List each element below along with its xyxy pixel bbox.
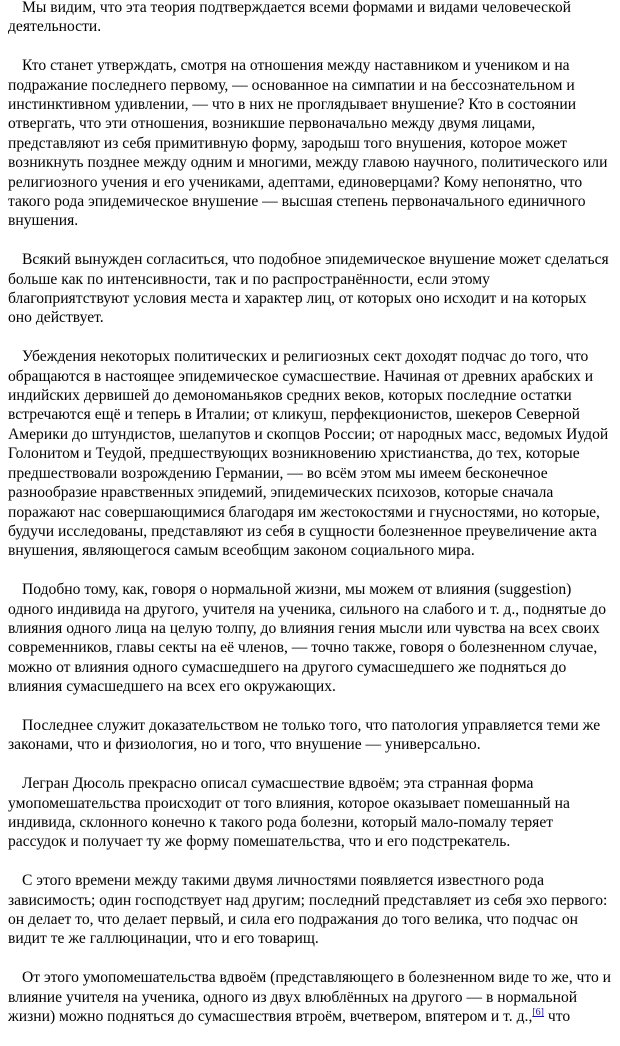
paragraph-3: Всякий вынужден согласиться, что подобное эпидемическое внушение может сделаться больше как по интенсивности, так и по распространённости, если этому благоприятствуют условия места и характер лиц, от которых оно исходит и на которых оно действует. <box>8 251 609 327</box>
paragraph-7: Легран Дюсоль прекрасно описал сумасшествие вдвоём; эта странная форма умопомешательства происходит от того влияния, которое оказывает помешанный на индивида, склонного конечно к такого рода болезни, который мало-помалу теряет рассудок и получает ту же форму помешательства, что и его подстрекатель. <box>8 775 570 851</box>
paragraph-8: С этого времени между такими двумя личностями появляется известного рода зависимость; один господствует над другим; последний представляет из себя эхо первого: он делает то, что делает первый, и сила его подражания до того велика, что подчас он видит те же галлюцинации, что и его товарищ. <box>8 872 608 948</box>
paragraph-9-text: От этого умопомешательства вдвоём (представляющего в болезненном виде то же, что и влияние учителя на ученика, одного из двух влюблённых на другого — в нормальной жизни) можно подняться до сумасшествия втроём, вчетвером, впятером и т. д., <box>8 969 612 1025</box>
footnote-link[interactable]: [6] <box>532 1006 545 1018</box>
paragraph-1: Мы видим, что эта теория подтверждается всеми формами и видами человеческой деятельности. <box>8 0 572 36</box>
paragraph-9-continuation: что <box>544 1008 571 1025</box>
paragraph-9 <box>8 968 614 1026</box>
paragraph-6: Последнее служит доказательством не только того, что патология управляется теми же законами, что и физиология, но и того, что внушение — универсально. <box>8 716 601 754</box>
paragraph-5: Подобно тому, как, говоря о нормальной жизни, мы можем от влияния (suggestion) одного индивида на другого, учителя на ученика, сильного на слабого и т. д., поднятые до влияния одного лица на целую толпу, до влияния гения мысли или чувства на всех своих современников, главы секты на её членов, — точно также, говоря о болезненном случае, можно от влияния одного сумасшедшего на другого сумасшедшего же подняться до влияния сумасшедшего на всех его окружающих. <box>8 581 607 696</box>
paragraph-4: Убеждения некоторых политических и религиозных сект доходят подчас до того, что обращаются в настоящее эпидемическое сумасшествие. Начиная от древних арабских и индийских дервишей до демономаньяков средних веков, которых последние остатки встречаются ещё и теперь в Италии; от кликуш, перфекционистов, шекеров Северной Америки до штундистов, шелапутов и скопцов России; от народных масс, ведомых Иудой Голонитом и Теудой, предшествующих возникновению христианства, до тех, которые предшествовали возрождению Германии, — во всём этом мы имеем бесконечное разнообразие нравственных эпидемий, эпидемических психозов, которые сначала поражают нас совершающимися благодаря им жестокостями и гнусностями, но которые, будучи исследованы, представляют из себя в сущности болезненное преувеличение акта внушения, являющегося самым всеобщим законом социального мира. <box>8 348 609 560</box>
paragraph-2: Кто станет утверждать, смотря на отношения между наставником и учеником и на подражание последнего первому, — основанное на симпатии и на бессознательном и инстинктивном удивлении, — что в них не проглядывает внушение? Кто в состоянии отвергать, что эти отношения, возникшие первоначально между двумя лицами, представляют из себя примитивную форму, зародыш того внушения, которое может возникнуть позднее между одним и многими, между главою научного, политического или религиозного учения и его учениками, адептами, единоверцами? Кому непонятно, что такого рода эпидемическое внушение — высшая степень первоначального единичного внушения. <box>8 57 608 230</box>
document-page <box>8 0 614 1046</box>
